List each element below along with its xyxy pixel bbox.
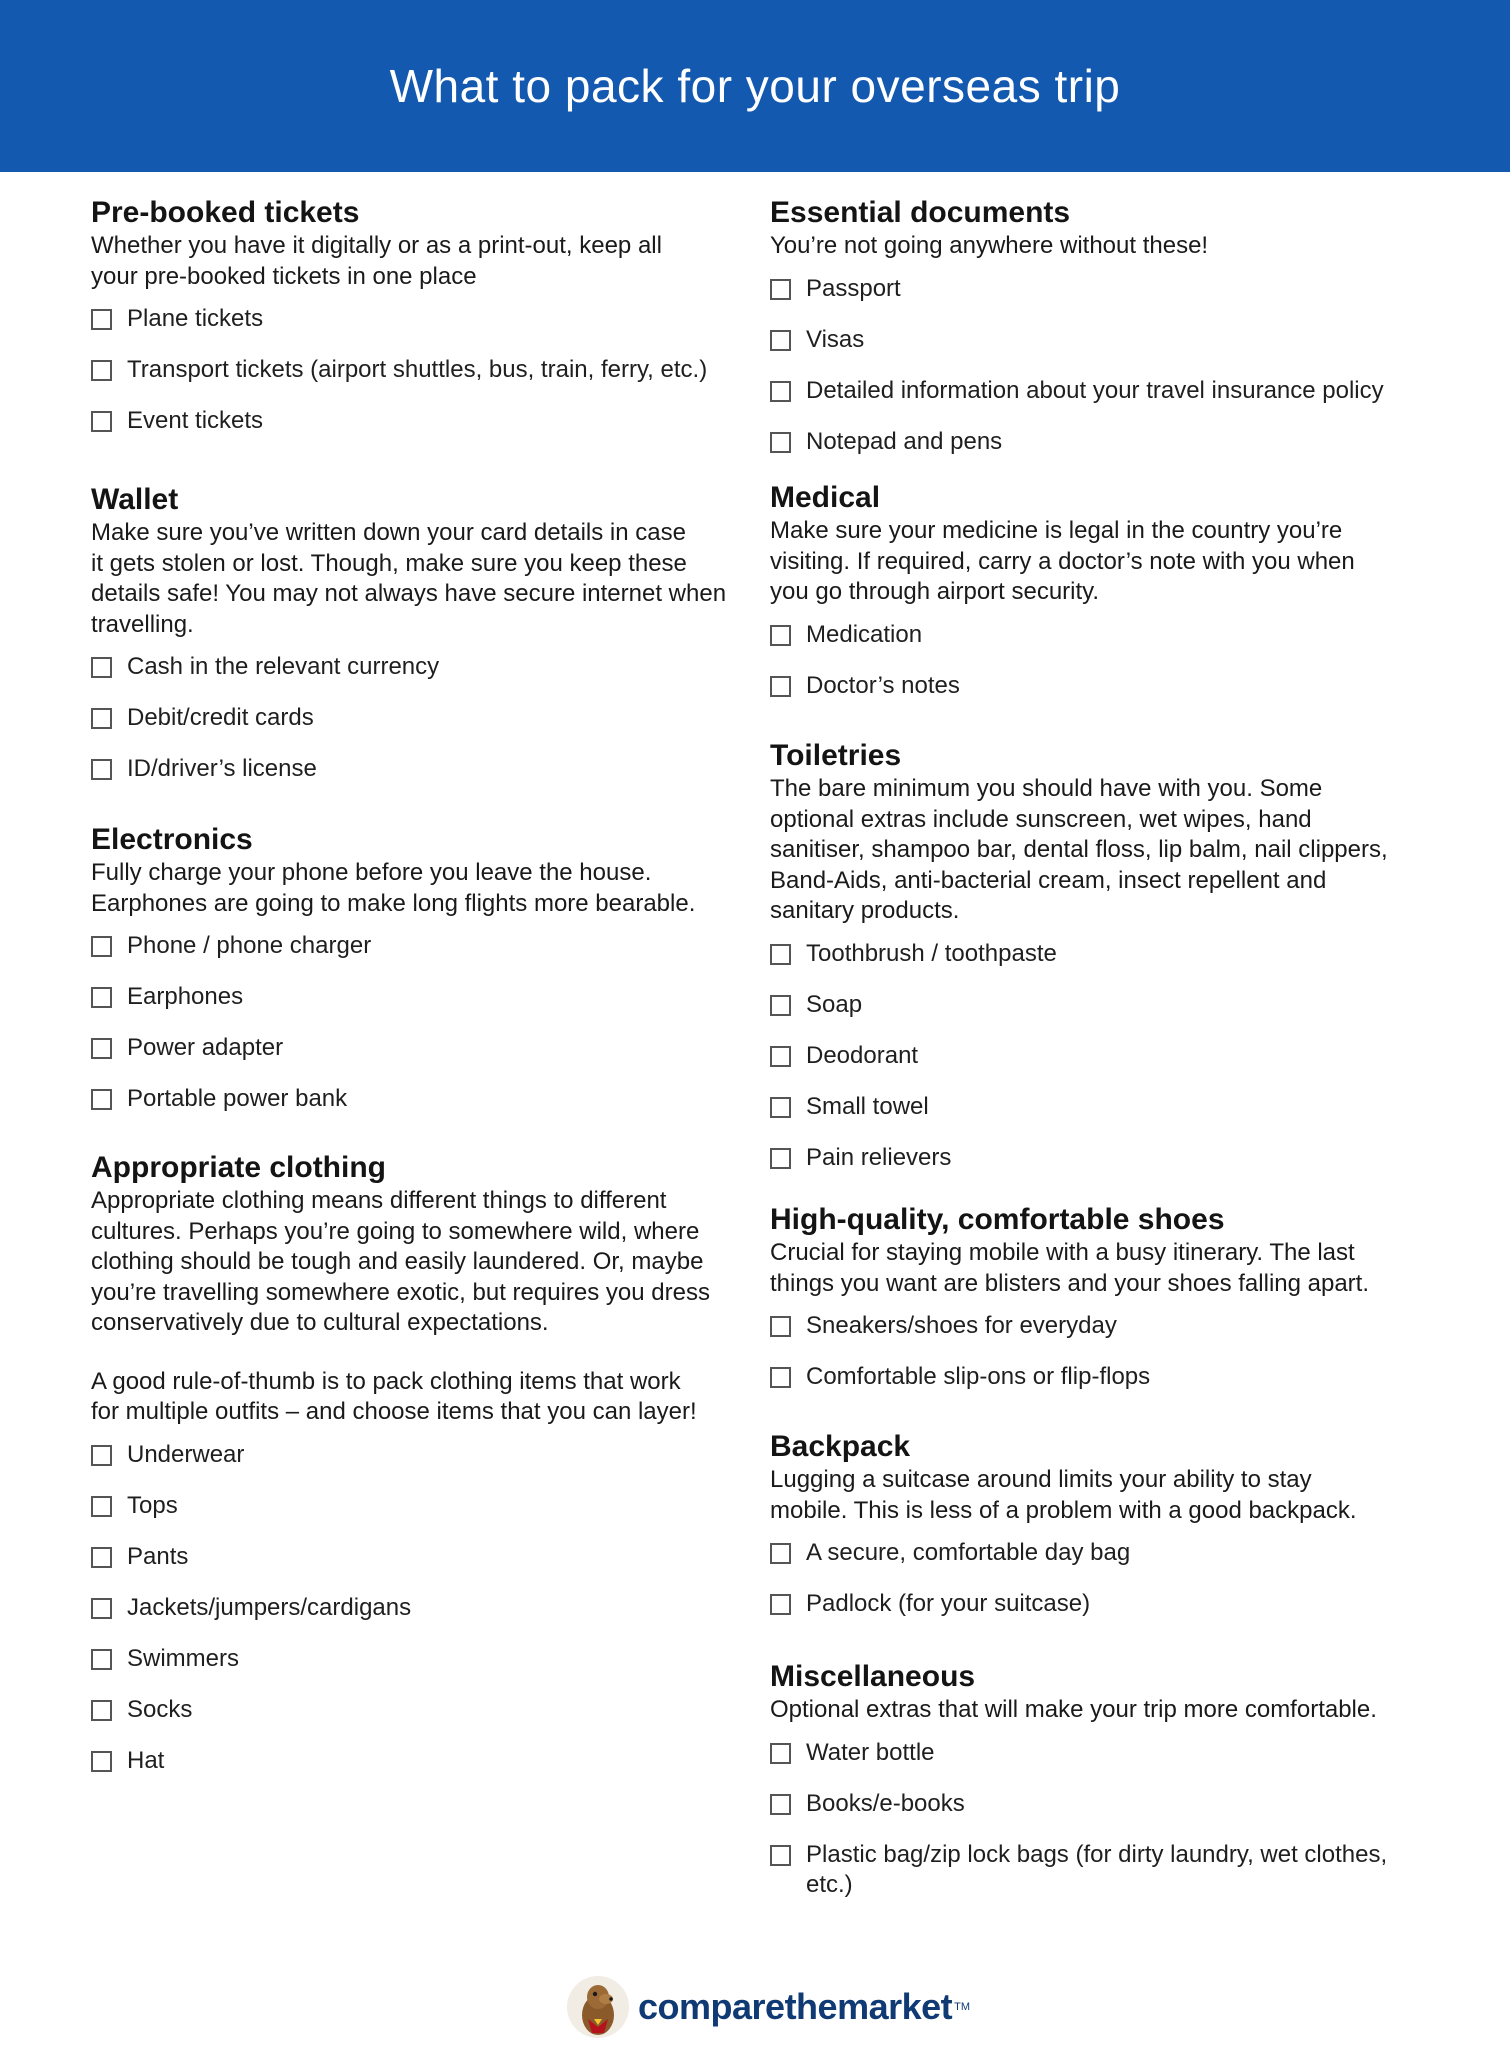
checkbox[interactable] bbox=[770, 944, 791, 965]
section-clothing bbox=[91, 1150, 771, 1797]
section-description: Lugging a suitcase around limits your ability to stay mobile. This is less of a problem with a good backpack. bbox=[770, 1466, 1357, 1524]
checklist-item-label: Portable power bank bbox=[127, 1085, 348, 1112]
checklist-item[interactable] bbox=[770, 274, 1450, 325]
checklist-item-label: Plane tickets bbox=[127, 305, 264, 332]
checklist-item[interactable] bbox=[91, 1644, 771, 1695]
checkbox[interactable] bbox=[770, 676, 791, 697]
checkbox[interactable] bbox=[91, 1089, 112, 1110]
section-description: Whether you have it digitally or as a print-out, keep all your pre-booked tickets in one place bbox=[91, 232, 662, 290]
checkbox[interactable] bbox=[770, 1097, 791, 1118]
checklist-item[interactable] bbox=[91, 1084, 771, 1135]
checklist-item-label: Swimmers bbox=[127, 1644, 239, 1672]
checklist-item-label: Pain relievers bbox=[806, 1143, 952, 1171]
checkbox[interactable] bbox=[91, 759, 112, 780]
checklist-item[interactable] bbox=[770, 1538, 1450, 1589]
checklist-item[interactable] bbox=[770, 1738, 1450, 1789]
page-header bbox=[0, 0, 1510, 172]
checklist-item[interactable] bbox=[770, 671, 1450, 722]
checkbox[interactable] bbox=[91, 309, 112, 330]
checkbox[interactable] bbox=[770, 1794, 791, 1815]
section-description: Make sure you’ve written down your card details in case it gets stolen or lost. Though, make sure you keep these details safe! You may not always have secure internet when travelling. bbox=[91, 519, 727, 638]
checklist-item-label: Pants bbox=[127, 1542, 189, 1570]
page-title: What to pack for your overseas trip bbox=[389, 60, 1121, 112]
checklist-item-label: Underwear bbox=[127, 1440, 245, 1468]
section-description: Fully charge your phone before you leave the house. Earphones are going to make long flights more bearable. bbox=[91, 859, 696, 917]
checklist-item[interactable] bbox=[770, 939, 1450, 990]
section-medical bbox=[770, 480, 1450, 722]
checklist-item-label: Comfortable slip-ons or flip-flops bbox=[806, 1363, 1151, 1390]
checklist-item-label: Books/e-books bbox=[806, 1789, 965, 1817]
checklist-item[interactable] bbox=[91, 931, 771, 982]
checklist bbox=[770, 1538, 1450, 1640]
checklist-item-label: Debit/credit cards bbox=[127, 704, 314, 731]
checklist-item-label: Transport tickets (airport shuttles, bus, train, ferry, etc.) bbox=[127, 356, 708, 383]
checkbox[interactable] bbox=[770, 1543, 791, 1564]
checklist-item[interactable] bbox=[91, 1491, 771, 1542]
checkbox[interactable] bbox=[91, 708, 112, 729]
checklist-item-label: Socks bbox=[127, 1695, 193, 1723]
checklist bbox=[770, 1738, 1450, 1910]
checklist-item-label: Medication bbox=[806, 620, 923, 648]
checklist-item[interactable] bbox=[770, 1589, 1450, 1640]
section-backpack bbox=[770, 1429, 1450, 1640]
checklist-item-label: Visas bbox=[806, 325, 865, 353]
checklist-item[interactable] bbox=[91, 754, 771, 805]
checklist bbox=[770, 274, 1450, 478]
checklist bbox=[770, 939, 1450, 1194]
checklist-item[interactable] bbox=[91, 1440, 771, 1491]
checklist-item[interactable] bbox=[91, 304, 771, 355]
checklist-item[interactable] bbox=[91, 1593, 771, 1644]
checklist-item[interactable] bbox=[770, 990, 1450, 1041]
checklist-item[interactable] bbox=[770, 1041, 1450, 1092]
checklist-item[interactable] bbox=[91, 1542, 771, 1593]
checklist-item-label: Power adapter bbox=[127, 1034, 284, 1061]
checklist-item[interactable] bbox=[91, 1746, 771, 1797]
checklist-item[interactable] bbox=[770, 1311, 1450, 1362]
checklist-item-label: Notepad and pens bbox=[806, 427, 1003, 455]
checklist-item[interactable] bbox=[770, 427, 1450, 478]
section-title: Miscellaneous bbox=[770, 1660, 976, 1693]
checklist-item-label: Tops bbox=[127, 1491, 178, 1519]
checklist-item[interactable] bbox=[91, 982, 771, 1033]
checklist-item-label: Passport bbox=[806, 274, 901, 302]
section-description: Optional extras that will make your trip more comfortable. bbox=[770, 1696, 1377, 1723]
section-title: Pre-booked tickets bbox=[91, 196, 360, 229]
section-description: You’re not going anywhere without these! bbox=[770, 232, 1209, 259]
checklist-item-label: Sneakers/shoes for everyday bbox=[806, 1312, 1117, 1339]
checklist-item-label: A secure, comfortable day bag bbox=[806, 1539, 1131, 1566]
checklist-item[interactable] bbox=[770, 376, 1450, 427]
meerkat-mascot-icon bbox=[566, 1975, 630, 2039]
checklist-item-label: Doctor’s notes bbox=[806, 671, 960, 699]
checklist bbox=[770, 620, 1450, 722]
checklist-item-label: Event tickets bbox=[127, 407, 264, 434]
checkbox[interactable] bbox=[770, 279, 791, 300]
checkbox[interactable] bbox=[770, 1046, 791, 1067]
checklist-item[interactable] bbox=[770, 1092, 1450, 1143]
section-description: The bare minimum you should have with you. Some optional extras include sunscreen, wet wipes, hand sanitiser, shampoo bar, dental floss, lip balm, nail clippers, Band-Aids, anti-bacterial cream, insect repellent and sanitary products. bbox=[770, 775, 1388, 924]
section-toiletries bbox=[770, 738, 1450, 1194]
trademark-mark: TM bbox=[954, 2001, 971, 2013]
checklist-item-label: Phone / phone charger bbox=[127, 932, 372, 959]
checklist-item-label: Plastic bag/zip lock bags (for dirty laundry, wet clothes, etc.) bbox=[806, 1840, 1388, 1898]
section-title: Backpack bbox=[770, 1430, 911, 1463]
checkbox[interactable] bbox=[770, 995, 791, 1016]
checkbox[interactable] bbox=[770, 1743, 791, 1764]
checkbox[interactable] bbox=[91, 657, 112, 678]
section-title: Wallet bbox=[91, 483, 179, 516]
checklist bbox=[770, 1311, 1450, 1413]
section-shoes bbox=[770, 1202, 1450, 1413]
section-electronics bbox=[91, 822, 771, 1135]
checklist-item[interactable] bbox=[91, 703, 771, 754]
checkbox[interactable] bbox=[91, 987, 112, 1008]
section-title: Essential documents bbox=[770, 196, 1071, 229]
checklist-item-label: ID/driver’s license bbox=[127, 755, 317, 782]
checklist-item-label: Water bottle bbox=[806, 1738, 935, 1766]
section-title: Toiletries bbox=[770, 739, 902, 772]
checkbox[interactable] bbox=[91, 1598, 112, 1619]
section-prebooked bbox=[91, 195, 771, 457]
checklist-item-label: Small towel bbox=[806, 1092, 929, 1120]
checkbox[interactable] bbox=[91, 1038, 112, 1059]
checkbox[interactable] bbox=[91, 411, 112, 432]
section-misc bbox=[770, 1659, 1450, 1910]
checklist-item[interactable] bbox=[91, 406, 771, 457]
checkbox[interactable] bbox=[91, 1496, 112, 1517]
section-title: Electronics bbox=[91, 823, 253, 856]
checkbox[interactable] bbox=[770, 1316, 791, 1337]
checkbox[interactable] bbox=[91, 360, 112, 381]
checklist-item[interactable] bbox=[770, 1362, 1450, 1413]
checklist-item-label: Toothbrush / toothpaste bbox=[806, 939, 1057, 967]
section-title: Medical bbox=[770, 481, 881, 514]
checklist-item[interactable] bbox=[91, 652, 771, 703]
checkbox[interactable] bbox=[770, 1148, 791, 1169]
checklist-item-label: Detailed information about your travel insurance policy bbox=[806, 376, 1384, 404]
checklist-item[interactable] bbox=[770, 325, 1450, 376]
brand-name: comparethemarket bbox=[638, 1986, 953, 2027]
checkbox[interactable] bbox=[91, 1445, 112, 1466]
checklist bbox=[91, 1440, 771, 1797]
brand-logo bbox=[566, 1972, 970, 2042]
section-wallet bbox=[91, 482, 771, 805]
checklist-item[interactable] bbox=[770, 1789, 1450, 1840]
checklist-item[interactable] bbox=[91, 1033, 771, 1084]
checkbox[interactable] bbox=[770, 432, 791, 453]
section-description: Crucial for staying mobile with a busy itinerary. The last things you want are blisters and your shoes falling apart. bbox=[770, 1239, 1370, 1297]
checklist-item-label: Hat bbox=[127, 1746, 165, 1774]
checklist-item[interactable] bbox=[91, 355, 771, 406]
checkbox[interactable] bbox=[91, 1751, 112, 1772]
checklist-item[interactable] bbox=[91, 1695, 771, 1746]
checkbox[interactable] bbox=[770, 625, 791, 646]
checkbox[interactable] bbox=[91, 936, 112, 957]
checkbox[interactable] bbox=[770, 330, 791, 351]
checklist bbox=[91, 652, 771, 805]
checklist-item-label: Jackets/jumpers/cardigans bbox=[127, 1593, 412, 1621]
section-description: Appropriate clothing means different things to different cultures. Perhaps you’re going to somewhere wild, where clothing should be tough and easily laundered. Or, maybe you’re travelling somewhere exotic, but requires you dress conservatively due to cultural expectations. bbox=[91, 1187, 710, 1336]
checklist-item-label: Deodorant bbox=[806, 1041, 919, 1069]
checkbox[interactable] bbox=[91, 1649, 112, 1670]
checklist bbox=[91, 304, 771, 457]
checklist-item[interactable] bbox=[770, 1143, 1450, 1194]
checkbox[interactable] bbox=[91, 1547, 112, 1568]
section-title: Appropriate clothing bbox=[91, 1151, 386, 1184]
checklist-item[interactable] bbox=[770, 1840, 1450, 1910]
checklist bbox=[91, 931, 771, 1135]
checkbox[interactable] bbox=[770, 1367, 791, 1388]
checkbox[interactable] bbox=[91, 1700, 112, 1721]
checklist-item-label: Padlock (for your suitcase) bbox=[806, 1590, 1091, 1617]
checklist-item-label: Earphones bbox=[127, 983, 244, 1010]
section-description: A good rule-of-thumb is to pack clothing items that work for multiple outfits – and choose items that you can layer! bbox=[91, 1367, 697, 1425]
checklist-item-label: Soap bbox=[806, 990, 863, 1018]
section-description: Make sure your medicine is legal in the country you’re visiting. If required, carry a doctor’s note with you when you go through airport security. bbox=[770, 517, 1355, 605]
checkbox[interactable] bbox=[770, 1845, 791, 1866]
checkbox[interactable] bbox=[770, 1594, 791, 1615]
checklist-item[interactable] bbox=[770, 620, 1450, 671]
checklist-item-label: Cash in the relevant currency bbox=[127, 653, 440, 680]
section-title: High-quality, comfortable shoes bbox=[770, 1203, 1225, 1236]
section-documents bbox=[770, 195, 1450, 478]
checkbox[interactable] bbox=[770, 381, 791, 402]
